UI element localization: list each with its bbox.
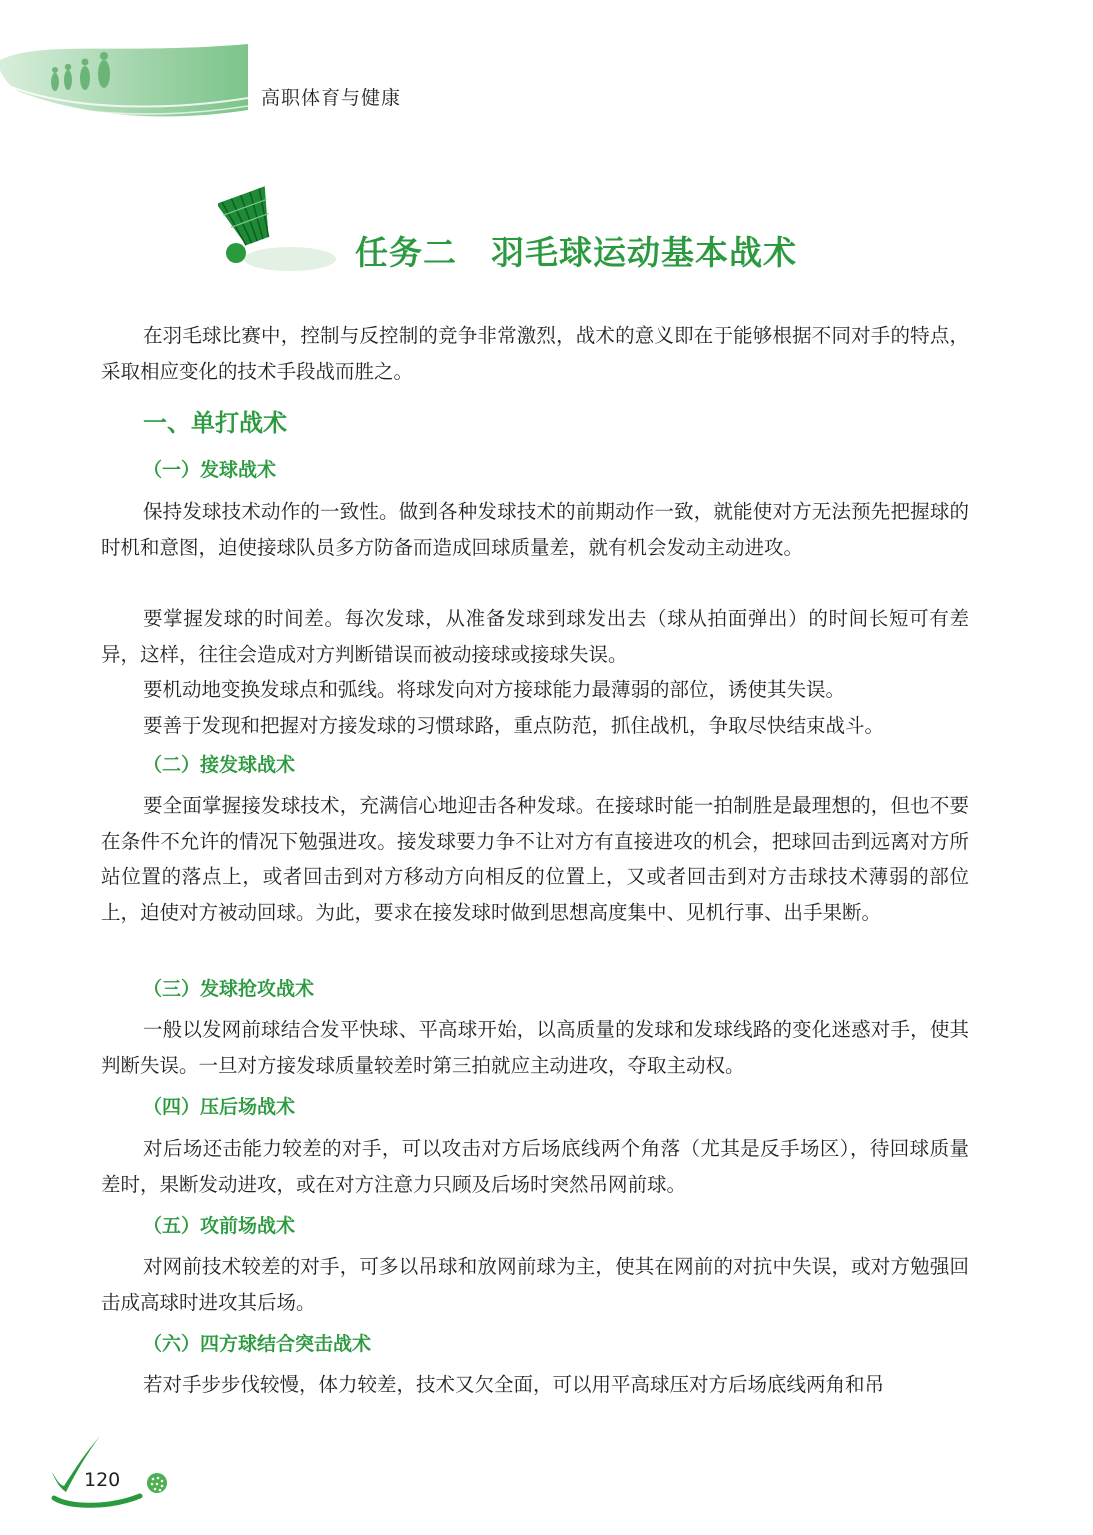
body-paragraph: 若对手步步伐较慢，体力较差，技术又欠全面，可以用平高球压对方后场底线两角和吊 [143,1373,885,1396]
body-paragraph: 要掌握发球的时间差。每次发球，从准备发球到球发出去（球从拍面弹出）的时间长短可有差异，这样，往往会造成对方判断错误而被动接球或接球失误。 [101,607,969,666]
task-title: 任务二 羽毛球运动基本战术 [355,233,797,272]
body-paragraph: 对后场还击能力较差的对手，可以攻击对方后场底线两个角落（尤其是反手场区），待回球质量差时，果断发动进攻，或在对方注意力只顾及后场时突然吊网前球。 [101,1137,969,1196]
subsection-title: （一）发球战术 [143,459,277,481]
body-paragraph: 要善于发现和把握对方接发球的习惯球路，重点防范，抓住战机，争取尽快结束战斗。 [143,714,885,737]
body-paragraph: 保持发球技术动作的一致性。做到各种发球技术的前期动作一致，就能使对方无法预先把握球的时机和意图，迫使接球队员多方防备而造成回球质量差，就有机会发动主动进攻。 [101,500,969,559]
shuttlecock-icon [218,183,336,275]
subsection-title: （五）攻前场战术 [143,1215,296,1237]
body-paragraph: 对网前技术较差的对手，可多以吊球和放网前球为主，使其在网前的对抗中失误，或对方勉强回击成高球时进攻其后场。 [101,1255,969,1314]
subsection-title: （二）接发球战术 [143,754,296,776]
body-paragraph: 要全面掌握接发球技术，充满信心地迎击各种发球。在接球时能一拍制胜是最理想的，但也不要在条件不允许的情况下勉强进攻。接发球要力争不让对方有直接进攻的机会，把球回击到远离对方所站位置的落点上，或者回击到对方移动方向相反的位置上，又或者回击到对方击球技术薄弱的部位上，迫使对方被动回球。为此，要求在接发球时做到思想高度集中、见机行事、出手果断。 [101,794,969,924]
subsection-title: （三）发球抢攻战术 [143,978,315,1000]
header-banner-image [0,0,250,125]
subsection-title: （六）四方球结合突击战术 [143,1333,372,1355]
book-title: 高职体育与健康 [261,87,402,109]
page-number: 120 [84,1469,121,1491]
body-paragraph: 一般以发网前球结合发平快球、平高球开始，以高质量的发球和发球线路的变化迷惑对手，使其判断失误。一旦对方接发球质量较差时第三拍就应主动进攻，夺取主动权。 [101,1018,969,1077]
section-title: 一、单打战术 [143,408,287,437]
subsection-title: （四）压后场战术 [143,1096,296,1118]
intro-paragraph: 在羽毛球比赛中，控制与反控制的竞争非常激烈，战术的意义即在于能够根据不同对手的特点，采取相应变化的技术手段战而胜之。 [101,324,969,383]
body-paragraph: 要机动地变换发球点和弧线。将球发向对方接球能力最薄弱的部位，诱使其失误。 [143,678,846,701]
